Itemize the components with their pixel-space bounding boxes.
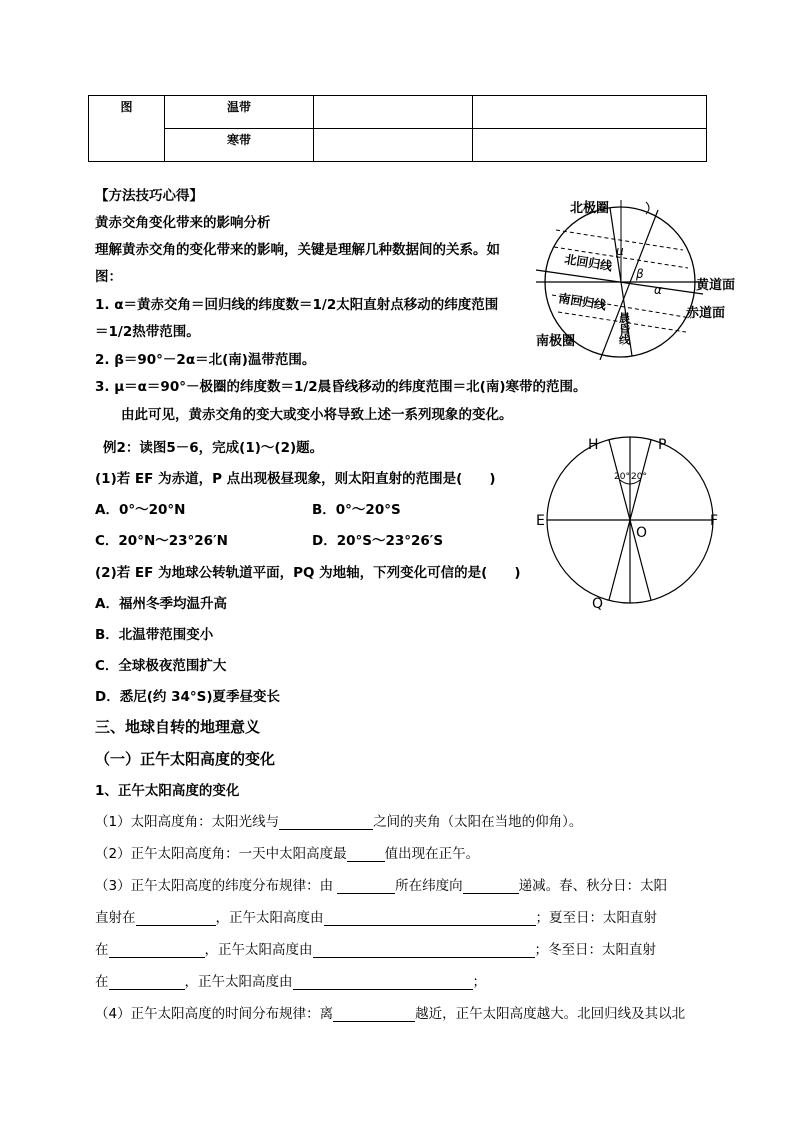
line3-text-c: 递减。春、秋分日：太阳 xyxy=(518,878,668,894)
line4-text-c: ；夏至日：太阳直射 xyxy=(535,910,657,926)
fill-blank[interactable] xyxy=(109,943,205,958)
q1-option-c: C．20°N～23°26′N xyxy=(95,533,228,549)
table-cell xyxy=(473,96,707,129)
section3-title: 三、地球自转的地理意义 xyxy=(95,718,261,736)
label-beta: β xyxy=(636,267,644,281)
question-2: (2)若 EF 为地球公转轨道平面，PQ 为地轴，下列变化可信的是( ) xyxy=(95,565,521,581)
fill-blank[interactable] xyxy=(279,815,373,830)
example-title: 例2：读图5－6，完成(1)～(2)题。 xyxy=(103,440,324,456)
fill-blank[interactable] xyxy=(109,975,185,990)
q2-option-c: C．全球极夜范围扩大 xyxy=(95,658,227,674)
orbit-diagram xyxy=(530,432,730,617)
fill-blank[interactable] xyxy=(313,943,535,958)
fill-blank[interactable] xyxy=(324,911,536,926)
fill-blank[interactable] xyxy=(463,879,519,894)
question-1: (1)若 EF 为赤道，P 点出现极昼现象，则太阳直射的范围是( ) xyxy=(95,471,496,487)
table-rowhead: 图 xyxy=(89,96,165,162)
label-Q: Q xyxy=(592,596,604,612)
method-p2: 2. β＝90°－2α＝北(南)温带范围。 xyxy=(95,352,316,368)
label-O: O xyxy=(636,525,648,541)
label-ecliptic: 黄道面 xyxy=(696,278,736,293)
label-mu: μ xyxy=(616,244,624,258)
line1-text-b: 之间的夹角（太阳在当地的仰角）。 xyxy=(373,814,583,830)
line-6 xyxy=(95,970,486,990)
label-alpha: α xyxy=(654,283,662,297)
line1-text-a: （1）太阳高度角：太阳光线与 xyxy=(95,814,280,830)
line2-text-a: （2）正午太阳高度角：一天中太阳高度最 xyxy=(95,846,347,862)
label-F: F xyxy=(710,513,719,529)
line5-text-c: ；冬至日：太阳直射 xyxy=(534,942,656,958)
label-south-polar: 南极圈 xyxy=(536,334,576,349)
label-north-tropic: 北回归线 xyxy=(563,252,614,274)
section3-sub1: （一）正午太阳高度的变化 xyxy=(95,750,276,768)
label-north-polar: 北极圈 xyxy=(570,201,610,216)
label-terminator: 晨昏线 xyxy=(617,312,631,345)
section3-sub2: 1、正午太阳高度的变化 xyxy=(95,783,240,799)
label-south-tropic: 南回归线 xyxy=(557,291,608,313)
method-p4: 由此可见，黄赤交角的变大或变小将导致上述一系列现象的变化。 xyxy=(121,407,513,423)
q2-option-a: A．福州冬季均温升高 xyxy=(95,596,227,612)
line4-text-b: ，正午太阳高度由 xyxy=(215,910,324,926)
method-p3: 3. μ＝α＝90°－极圈的纬度数＝1/2晨昏线移动的纬度范围＝北(南)寒带的范围。 xyxy=(95,379,587,395)
table-frigid: 寒带 xyxy=(165,129,314,162)
line6-text-b: ，正午太阳高度由 xyxy=(184,974,293,990)
line6-text-a: 在 xyxy=(95,974,109,990)
line-3 xyxy=(95,874,667,894)
q1-option-d: D．20°S～23°26′S xyxy=(312,533,444,549)
method-p1a: 1. α＝黄赤交角＝回归线的纬度数＝1/2太阳直射点移动的纬度范围 xyxy=(95,297,499,313)
line-7 xyxy=(95,1002,685,1022)
line3-text-b: 所在纬度向 xyxy=(395,878,463,894)
line-2 xyxy=(95,842,479,862)
method-intro2: 图： xyxy=(95,269,122,285)
fill-blank[interactable] xyxy=(333,1007,415,1022)
fill-blank[interactable] xyxy=(293,975,473,990)
fill-blank[interactable] xyxy=(347,847,385,862)
line6-text-c: ； xyxy=(472,974,486,990)
method-title: 黄赤交角变化带来的影响分析 xyxy=(95,215,271,231)
table-cell xyxy=(473,129,707,162)
table-temperate: 温带 xyxy=(165,96,314,129)
method-p1b: ＝1/2热带范围。 xyxy=(95,324,200,340)
fill-blank[interactable] xyxy=(337,879,395,894)
obliquity-diagram xyxy=(528,190,768,360)
method-heading: 【方法技巧心得】 xyxy=(95,188,203,204)
label-angle2: 20° xyxy=(631,472,647,482)
line7-text-a: （4）正午太阳高度的时间分布规律：离 xyxy=(95,1006,334,1022)
line-4 xyxy=(95,906,657,926)
zone-table xyxy=(88,95,707,162)
line7-text-b: 越近，正午太阳高度越大。北回归线及其以北 xyxy=(415,1006,686,1022)
line-5 xyxy=(95,938,656,958)
line4-text-a: 直射在 xyxy=(95,910,136,926)
table-cell xyxy=(314,96,473,129)
q1-option-a: A．0°～20°N xyxy=(95,502,186,518)
line-1 xyxy=(95,810,582,830)
label-angle1: 20° xyxy=(614,472,630,482)
line5-text-b: ，正午太阳高度由 xyxy=(204,942,313,958)
method-intro1: 理解黄赤交角的变化带来的影响，关键是理解几种数据间的关系。如 xyxy=(95,242,500,258)
label-P: P xyxy=(658,437,667,453)
q2-option-b: B．北温带范围变小 xyxy=(95,627,214,643)
fill-blank[interactable] xyxy=(136,911,216,926)
label-equator: 赤道面 xyxy=(686,306,726,321)
q2-option-d: D．悉尼(约 34°S)夏季昼变长 xyxy=(95,689,281,705)
label-H: H xyxy=(588,437,599,453)
q1-option-b: B．0°～20°S xyxy=(312,502,401,518)
line3-text-a: （3）正午太阳高度的纬度分布规律：由 xyxy=(95,878,334,894)
table-cell xyxy=(314,129,473,162)
line2-text-b: 值出现在正午。 xyxy=(384,846,480,862)
line5-text-a: 在 xyxy=(95,942,109,958)
label-E: E xyxy=(536,513,545,529)
